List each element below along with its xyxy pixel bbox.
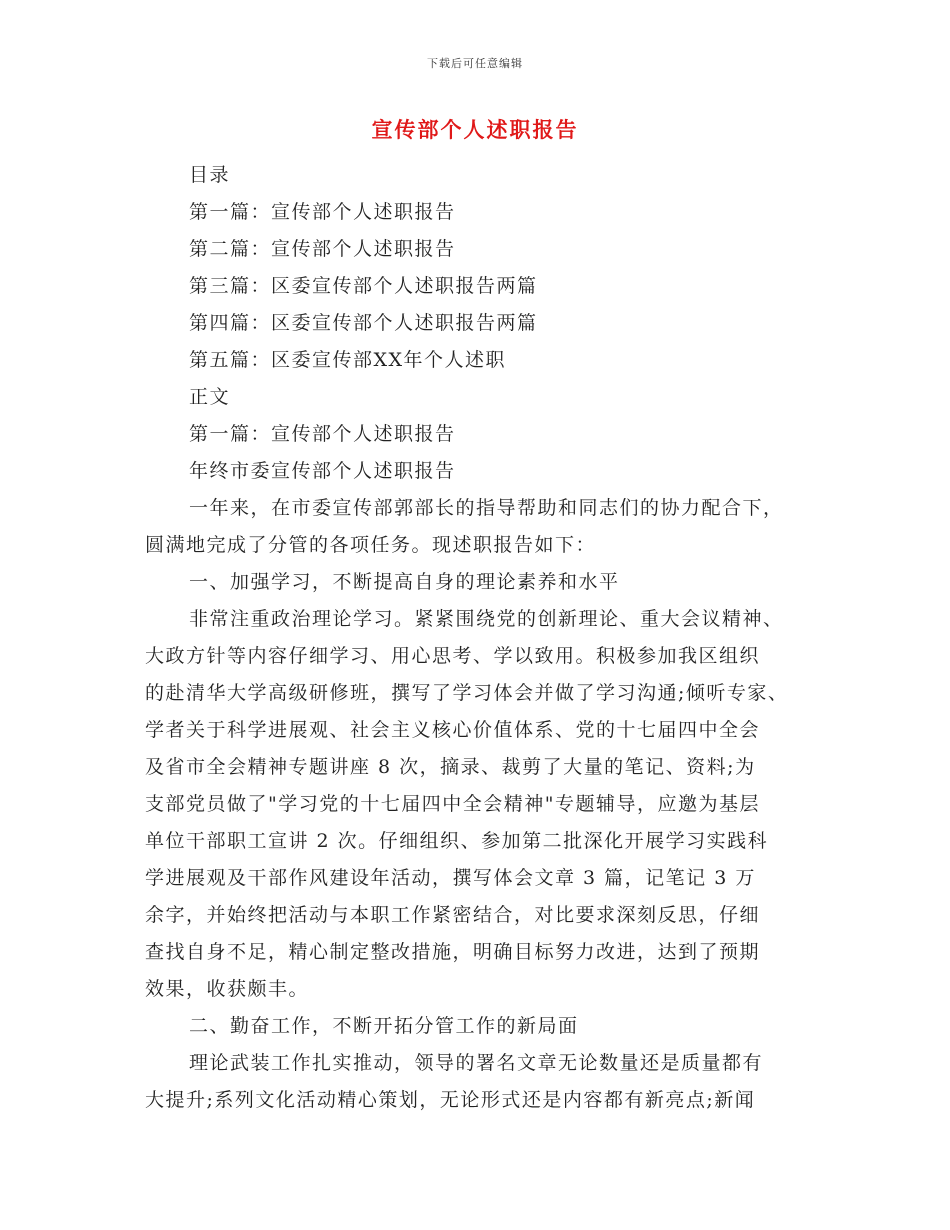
paragraph-line: 效果，收获颇丰。 [145,978,310,1000]
paragraph-line: 一年来，在市委宣传部郭部长的指导帮助和同志们的协力配合下， [189,497,784,519]
paragraph-line: 单位干部职工宣讲 2 次。仔细组织、参加第二批深化开展学习实践科 [145,830,769,852]
paragraph-line: 圆满地完成了分管的各项任务。现述职报告如下： [145,534,597,556]
toc-item-3: 第三篇：区委宣传部个人述职报告两篇 [189,275,538,297]
subsection-heading: 二、勤奋工作，不断开拓分管工作的新局面 [189,1015,579,1037]
paragraph-line: 大政方针等内容仔细学习、用心思考、学以致用。积极参加我区组织 [145,645,761,667]
toc-item-2: 第二篇：宣传部个人述职报告 [189,238,456,260]
toc-heading: 目录 [189,164,231,186]
subtitle: 年终市委宣传部个人述职报告 [189,460,456,482]
paragraph-line: 学进展观及干部作风建设年活动，撰写体会文章 3 篇，记笔记 3 万 [145,867,756,889]
paragraph-line: 学者关于科学进展观、社会主义核心价值体系、党的十七届四中全会 [145,719,761,741]
subsection-heading: 一、加强学习，不断提高自身的理论素养和水平 [189,571,620,593]
paragraph-line: 支部党员做了"学习党的十七届四中全会精神"专题辅导，应邀为基层 [145,793,760,815]
document-title: 宣传部个人述职报告 [371,117,579,142]
body-heading: 正文 [189,386,231,408]
toc-item-5: 第五篇：区委宣传部XX年个人述职 [189,349,507,371]
paragraph-line: 余字，并始终把活动与本职工作紧密结合，对比要求深刻反思，仔细 [145,904,761,926]
paragraph-line: 大提升;系列文化活动精心策划，无论形式还是内容都有新亮点;新闻 [145,1089,756,1111]
section-heading: 第一篇：宣传部个人述职报告 [189,423,456,445]
paragraph-line: 查找自身不足，精心制定整改措施，明确目标努力改进，达到了预期 [145,941,761,963]
toc-item-1: 第一篇：宣传部个人述职报告 [189,201,456,223]
paragraph-line: 非常注重政治理论学习。紧紧围绕党的创新理论、重大会议精神、 [189,608,784,630]
paragraph-line: 及省市全会精神专题讲座 8 次，摘录、裁剪了大量的笔记、资料;为 [145,756,756,778]
header-note: 下载后可任意编辑 [427,57,523,70]
paragraph-line: 理论武装工作扎实推动，领导的署名文章无论数量还是质量都有 [189,1052,764,1074]
paragraph-line: 的赴清华大学高级研修班，撰写了学习体会并做了学习沟通;倾听专家、 [145,682,789,704]
document-body [145,157,805,1119]
toc-item-4: 第四篇：区委宣传部个人述职报告两篇 [189,312,538,334]
